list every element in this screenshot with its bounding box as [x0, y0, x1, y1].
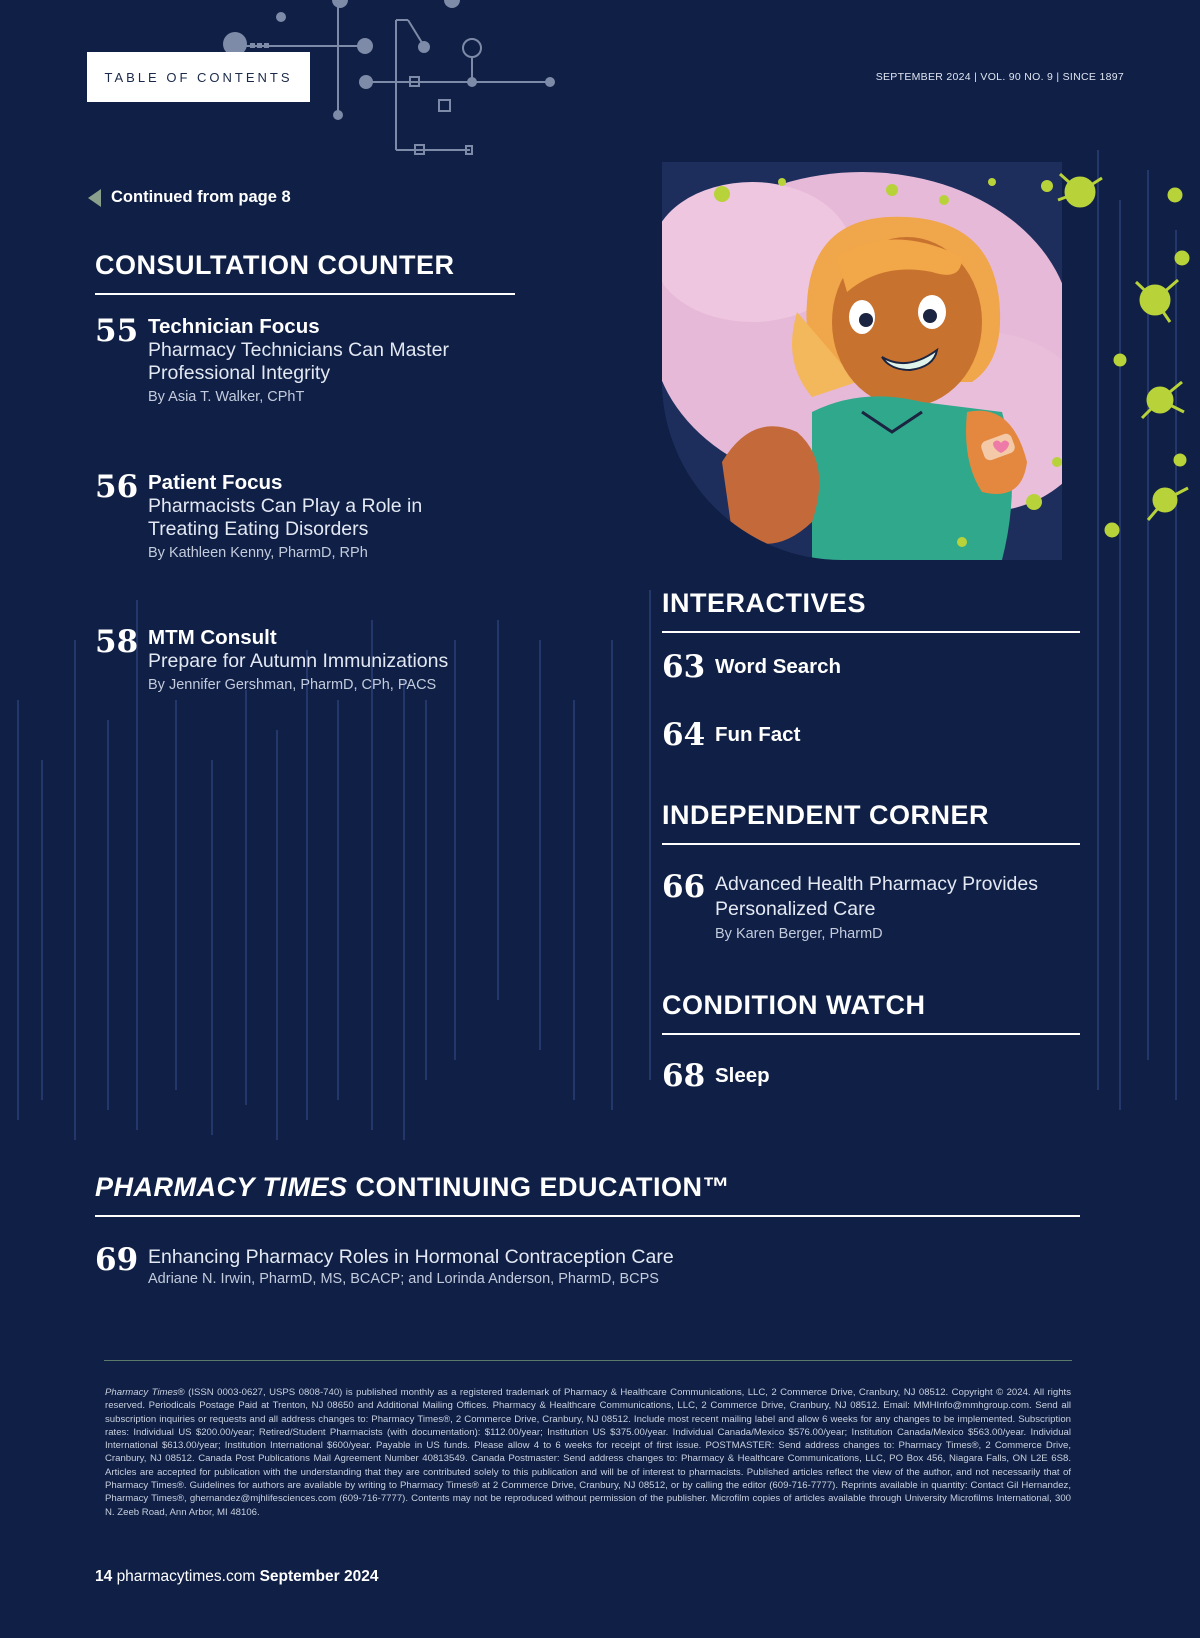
entry-heading: Fun Fact [715, 723, 801, 746]
footnote-text: ® (ISSN 0003-0627, USPS 0808-740) is published monthly as a registered trademark of Pharmacy & Healthcare Communications, LLC, 2 Commerce Drive, Cranbury, NJ 08512. Copyright © 2024. All rights reserved. Periodicals Postage Paid at Trenton, NJ 08650 and Additional Mailing Offices. Pharmacy & Healthcare Communications, LLC, 2 Commerce Drive, Cranbury, NJ 08512. Email: MMHInfo@mmhgroup.com. Send all subscription inquiries or requests and all address changes to: Pharmacy Times®, 2 Commerce Drive, Cranbury, NJ 08512. Include most recent mailing label and allow 6 weeks for any changes to be implemented. Subscription rates: Individual US $200.00/year; Retired/Student Pharmacists (with documentation): $112.00/year; Institution US $375.00/year. Individual Canada/Mexico $576.00/year; Institution Canada/Mexico $563.00/year. Individual International $613.00/year; Institution International $600/year. Payable in US funds. Please allow 4 to 6 weeks for receipt of first issue. POSTMASTER: Send address changes to: Pharmacy Times®, 2 Commerce Drive, Cranbury, NJ 08512. Canada Post Publications Mail Agreement Number 40813549. Canada Postmaster: Send address changes to: Pharmacy & Healthcare Communications, LLC, PO Box 456, Niagara Falls, ON L2E 6S8. Articles are accepted for publication with the understanding that they are contributed solely to this publication and will be of interest to pharmacists. Published articles reflect the view of the author, and not necessarily that of Pharmacy Times®. Guidelines for authors are available by writing to Pharmacy Times® at 2 Commerce Drive, Cranbury, NJ 08512, or by calling the editor (609-716-7777). Reprints available in quantity: Contact Gil Hernandez, Pharmacy Times®, ghernandez@mjhlifesciences.com (609-716-7777). Contents may not be reproduced without permission of the publisher. Microfilm copies of articles available through University Microfilms International, 300 N. Zeeb Road, Ann Arbor, MI 48106. [105, 1387, 1072, 1518]
entry-heading: Technician Focus [148, 315, 320, 338]
page-number: 55 [95, 313, 139, 349]
ce-section [95, 1172, 1080, 1217]
section-title-condition: CONDITION WATCH [662, 990, 1080, 1035]
table-of-contents-label [87, 52, 310, 102]
entry-byline: By Karen Berger, PharmD [715, 926, 883, 942]
section-title-ce [95, 1172, 1080, 1217]
toc-entry-68[interactable] [662, 1058, 770, 1094]
entry-byline: Adriane N. Irwin, PharmD, MS, BCACP; and Lorinda Anderson, PharmD, BCPS [148, 1271, 659, 1287]
page-number: 56 [95, 469, 139, 505]
page-number: 63 [662, 649, 706, 685]
entry-byline: By Asia T. Walker, CPhT [148, 388, 305, 405]
ce-title-rest: CONTINUING EDUCATION™ [347, 1172, 731, 1202]
continued-text: Continued from page 8 [111, 188, 291, 206]
entry-heading: Patient Focus [148, 471, 283, 494]
condition-section [662, 990, 1080, 1035]
cover-illustration [662, 162, 1062, 560]
toc-entry-55[interactable] [95, 313, 449, 405]
publication-notice [105, 1386, 1071, 1519]
footer-page-number: 14 [95, 1568, 113, 1585]
page-number: 58 [95, 624, 139, 660]
toc-entry-56[interactable] [95, 469, 423, 561]
entry-heading: MTM Consult [148, 626, 277, 649]
entry-subtitle: Treating Eating Disorders [148, 517, 369, 540]
arrow-left-icon [88, 189, 101, 207]
footnote-brand: Pharmacy Times [105, 1387, 178, 1398]
interactives-section [662, 588, 1080, 633]
entry-subtitle: Prepare for Autumn Immunizations [148, 649, 449, 672]
consultation-section [95, 250, 515, 295]
continued-from [88, 188, 291, 207]
entry-subtitle: Personalized Care [715, 898, 876, 920]
page-number: 68 [662, 1058, 706, 1094]
page-number: 69 [95, 1242, 139, 1278]
toc-label-text: TABLE OF CONTENTS [104, 69, 293, 85]
entry-byline: By Jennifer Gershman, PharmD, CPh, PACS [148, 676, 437, 693]
page-number: 66 [662, 869, 706, 905]
footnote-divider [104, 1360, 1072, 1361]
footer-site[interactable]: pharmacytimes.com [116, 1568, 256, 1585]
entry-heading: Word Search [715, 655, 842, 678]
entry-subtitle: Pharmacy Technicians Can Master [148, 338, 449, 361]
toc-entry-69[interactable] [95, 1242, 674, 1287]
toc-entry-63[interactable] [662, 649, 842, 685]
ce-title-brand: PHARMACY TIMES [95, 1172, 348, 1202]
entry-subtitle: Pharmacists Can Play a Role in [148, 494, 423, 517]
toc-entry-66[interactable] [662, 869, 1038, 942]
section-title-consultation: CONSULTATION COUNTER [95, 250, 515, 295]
entry-heading: Sleep [715, 1064, 770, 1087]
section-title-interactives: INTERACTIVES [662, 588, 1080, 633]
entry-subtitle: Enhancing Pharmacy Roles in Hormonal Contraception Care [148, 1246, 674, 1268]
toc-entry-64[interactable] [662, 717, 801, 753]
entry-subtitle: Professional Integrity [148, 361, 331, 384]
entry-subtitle: Advanced Health Pharmacy Provides [715, 873, 1038, 895]
toc-entry-58[interactable] [95, 624, 449, 693]
issue-info: SEPTEMBER 2024 | VOL. 90 NO. 9 | SINCE 1897 [875, 71, 1124, 83]
page-footer [95, 1568, 378, 1586]
section-title-independent: INDEPENDENT CORNER [662, 800, 1080, 845]
footer-date: September 2024 [259, 1568, 379, 1585]
independent-section [662, 800, 1080, 845]
virus-decoration [1050, 170, 1200, 570]
entry-byline: By Kathleen Kenny, PharmD, RPh [148, 544, 368, 561]
page-number: 64 [662, 717, 706, 753]
